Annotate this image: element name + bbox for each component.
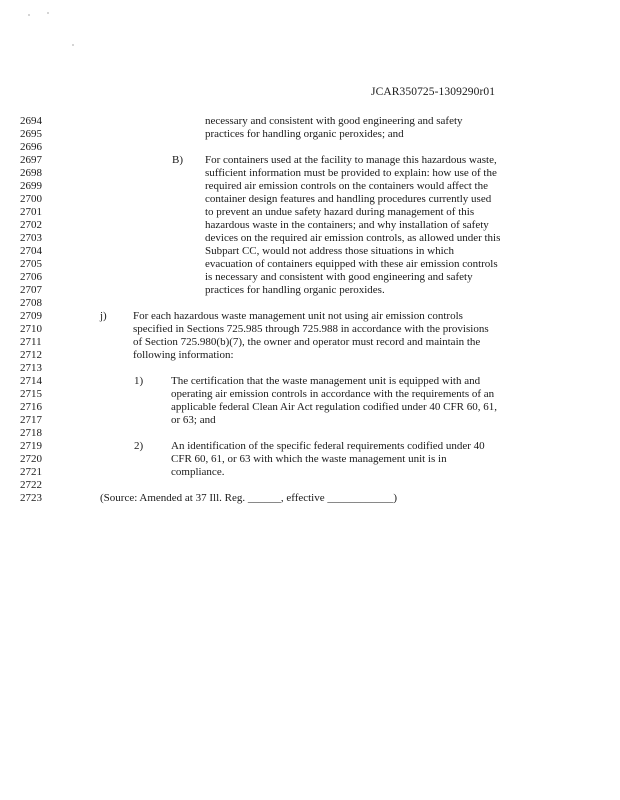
line-text: sufficient information must be provided to explain: how use of the [205, 167, 497, 179]
document-line [0, 167, 620, 180]
line-text: following information: [133, 349, 234, 361]
document-line [0, 128, 620, 141]
document-line [0, 271, 620, 284]
line-number: 2702 [20, 219, 42, 231]
line-number: 2703 [20, 232, 42, 244]
line-text: evacuation of containers equipped with these air emission controls [205, 258, 498, 270]
document-line [0, 245, 620, 258]
line-number: 2715 [20, 388, 42, 400]
line-number: 2694 [20, 115, 42, 127]
line-number: 2723 [20, 492, 42, 504]
line-text: applicable federal Clean Air Act regulation codified under 40 CFR 60, 61, [171, 401, 497, 413]
line-text: to prevent an undue safety hazard during management of this [205, 206, 475, 218]
line-text: specified in Sections 725.985 through 725.988 in accordance with the provisions [133, 323, 489, 335]
line-number: 2713 [20, 362, 42, 374]
line-text: compliance. [171, 466, 225, 478]
line-text: or 63; and [171, 414, 216, 426]
line-text: For containers used at the facility to manage this hazardous waste, [205, 154, 497, 166]
document-line [0, 115, 620, 128]
scan-speck [72, 44, 74, 46]
line-number: 2698 [20, 167, 42, 179]
list-marker: B) [172, 154, 183, 166]
document-line [0, 466, 620, 479]
line-number: 2705 [20, 258, 42, 270]
line-text: practices for handling organic peroxides; and [205, 128, 404, 140]
line-text: container design features and handling procedures currently used [205, 193, 492, 205]
line-text: Subpart CC, would not address those situations in which [205, 245, 455, 257]
line-number: 2721 [20, 466, 42, 478]
document-line [0, 141, 620, 154]
line-text: An identification of the specific federal requirements codified under 40 [171, 440, 485, 452]
line-number: 2716 [20, 401, 42, 413]
line-text: CFR 60, 61, or 63 with which the waste management unit is in [171, 453, 447, 465]
document-id: JCAR350725-1309290r01 [371, 86, 496, 98]
document-line [0, 479, 620, 492]
line-text: devices on the required air emission controls, as allowed under this [205, 232, 501, 244]
line-number: 2701 [20, 206, 42, 218]
line-number: 2720 [20, 453, 42, 465]
list-marker: 1) [134, 375, 144, 387]
document-line [0, 349, 620, 362]
line-number: 2709 [20, 310, 42, 322]
line-number: 2714 [20, 375, 42, 387]
line-number: 2695 [20, 128, 42, 140]
line-text: operating air emission controls in accordance with the requirements of an [171, 388, 495, 400]
document-line [0, 284, 620, 297]
line-number: 2696 [20, 141, 42, 153]
document-line [0, 362, 620, 375]
list-marker: 2) [134, 440, 144, 452]
line-number: 2710 [20, 323, 42, 335]
line-text: hazardous waste in the containers; and why installation of safety [205, 219, 489, 231]
line-number: 2707 [20, 284, 42, 296]
line-text: The certification that the waste management unit is equipped with and [171, 375, 481, 387]
document-line [0, 154, 620, 167]
document-line [0, 388, 620, 401]
line-number: 2699 [20, 180, 42, 192]
scan-speck [28, 14, 30, 16]
document-line [0, 219, 620, 232]
line-number: 2704 [20, 245, 42, 257]
list-marker: j) [100, 310, 107, 322]
line-text: practices for handling organic peroxides. [205, 284, 385, 296]
line-text: For each hazardous waste management unit not using air emission controls [133, 310, 463, 322]
document-line [0, 401, 620, 414]
document-line [0, 193, 620, 206]
document-line [0, 323, 620, 336]
document-line [0, 336, 620, 349]
line-text: necessary and consistent with good engineering and safety [205, 115, 463, 127]
document-line [0, 297, 620, 310]
line-number: 2711 [20, 336, 42, 348]
scan-speck [47, 12, 49, 14]
document-line [0, 414, 620, 427]
source-note: (Source: Amended at 37 Ill. Reg. ______, effective ____________) [100, 492, 398, 504]
document-line [0, 180, 620, 193]
line-number: 2706 [20, 271, 42, 283]
document-line [0, 492, 620, 505]
line-number: 2719 [20, 440, 42, 452]
line-number: 2718 [20, 427, 42, 439]
line-number: 2722 [20, 479, 42, 491]
document-line [0, 440, 620, 453]
line-number: 2712 [20, 349, 42, 361]
line-text: of Section 725.980(b)(7), the owner and operator must record and maintain the [133, 336, 481, 348]
document-line [0, 206, 620, 219]
line-number: 2697 [20, 154, 42, 166]
document-line [0, 375, 620, 388]
document-line [0, 427, 620, 440]
line-text: is necessary and consistent with good engineering and safety [205, 271, 473, 283]
document-line [0, 453, 620, 466]
document-line [0, 232, 620, 245]
line-text: required air emission controls on the containers would affect the [205, 180, 488, 192]
line-number: 2700 [20, 193, 42, 205]
document-line [0, 310, 620, 323]
line-number: 2717 [20, 414, 42, 426]
document-line [0, 258, 620, 271]
line-number: 2708 [20, 297, 42, 309]
